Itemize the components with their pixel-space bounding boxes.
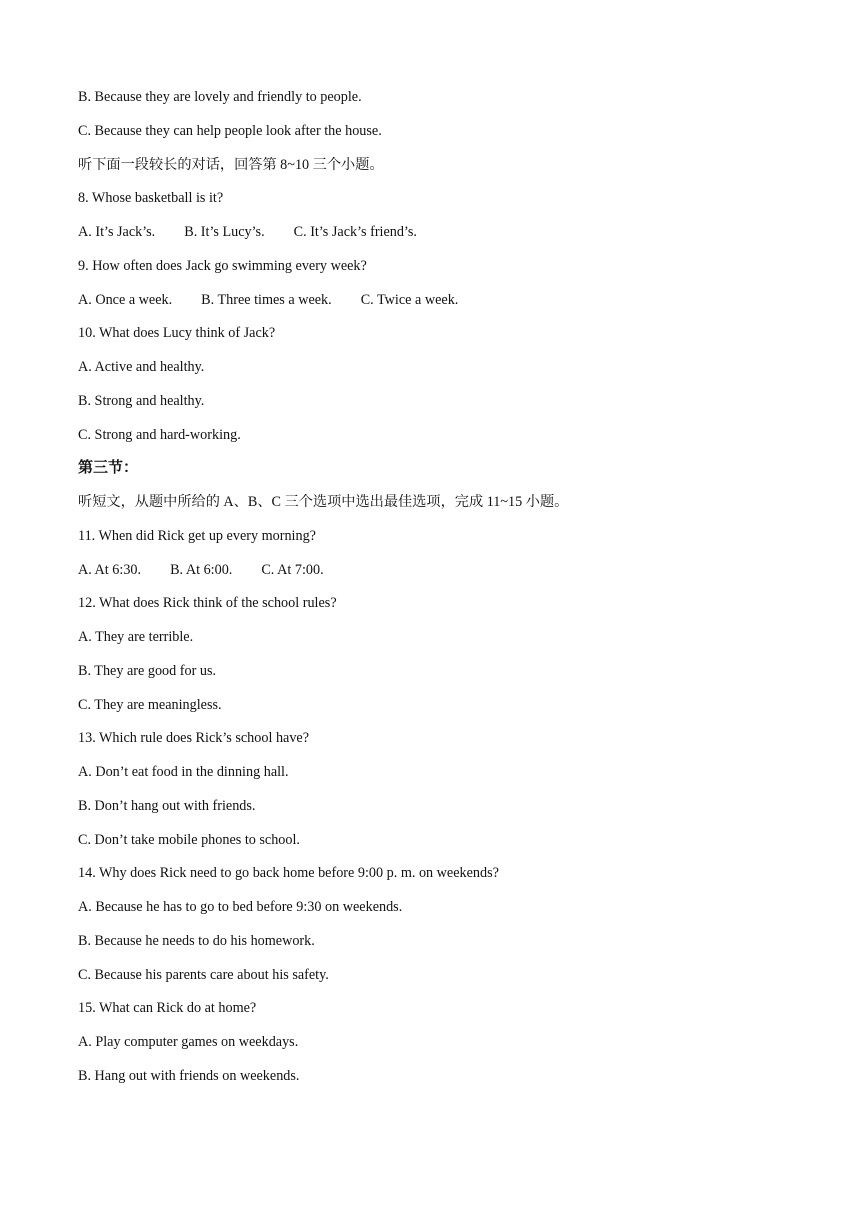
question-8: 8. Whose basketball is it? [78, 190, 224, 207]
option-b: B. At 6:00. [170, 561, 233, 578]
question-13: 13. Which rule does Rick’s school have? [78, 730, 310, 747]
question-15: 15. What can Rick do at home? [78, 1000, 257, 1017]
option-line: C. Because they can help people look after the house. [78, 122, 382, 139]
option-b: B. Three times a week. [201, 291, 332, 308]
option-c: C. They are meaningless. [78, 696, 222, 713]
question-9-options [78, 289, 778, 323]
option-c: C. Strong and hard-working. [78, 426, 241, 443]
option-line: B. Because they are lovely and friendly to people. [78, 89, 362, 105]
question-8-options [78, 221, 778, 255]
question-11: 11. When did Rick get up every morning? [78, 527, 316, 544]
document-page [78, 86, 778, 1099]
option-b: B. Because he needs to do his homework. [78, 932, 315, 949]
option-b: B. Hang out with friends on weekends. [78, 1067, 300, 1084]
option-b: B. They are good for us. [78, 662, 217, 679]
section-3-heading: 第三节： [78, 460, 139, 477]
option-a: A. They are terrible. [78, 629, 194, 645]
question-10: 10. What does Lucy think of Jack? [78, 325, 276, 342]
option-b: B. It’s Lucy’s. [184, 224, 265, 240]
option-a: A. Don’t eat food in the dinning hall. [78, 764, 289, 780]
option-b: B. Don’t hang out with friends. [78, 797, 256, 814]
option-c: C. Because his parents care about his safety. [78, 966, 329, 983]
question-9: 9. How often does Jack go swimming every week? [78, 257, 367, 274]
option-a: A. Play computer games on weekdays. [78, 1034, 299, 1050]
option-b: B. Strong and healthy. [78, 392, 205, 409]
section-3-instruction: 听短文，从题中所给的 A、B、C 三个选项中选出最佳选项，完成 11~15 小题。 [78, 494, 569, 510]
option-a: A. Once a week. [78, 291, 173, 308]
option-c: C. Twice a week. [360, 291, 459, 308]
option-a: A. Because he has to go to bed before 9:30 on weekends. [78, 899, 403, 915]
option-c: C. It’s Jack’s friend’s. [293, 224, 417, 240]
question-11-options [78, 559, 778, 593]
option-c: C. At 7:00. [261, 561, 324, 578]
option-a: A. It’s Jack’s. [78, 224, 156, 240]
option-c: C. Don’t take mobile phones to school. [78, 831, 300, 848]
question-14: 14. Why does Rick need to go back home before 9:00 p. m. on weekends? [78, 865, 499, 882]
instruction-line: 听下面一段较长的对话，回答第 8~10 三个小题。 [78, 156, 384, 173]
option-a: A. At 6:30. [78, 561, 142, 578]
option-a: A. Active and healthy. [78, 359, 205, 375]
question-12: 12. What does Rick think of the school rules? [78, 595, 337, 612]
